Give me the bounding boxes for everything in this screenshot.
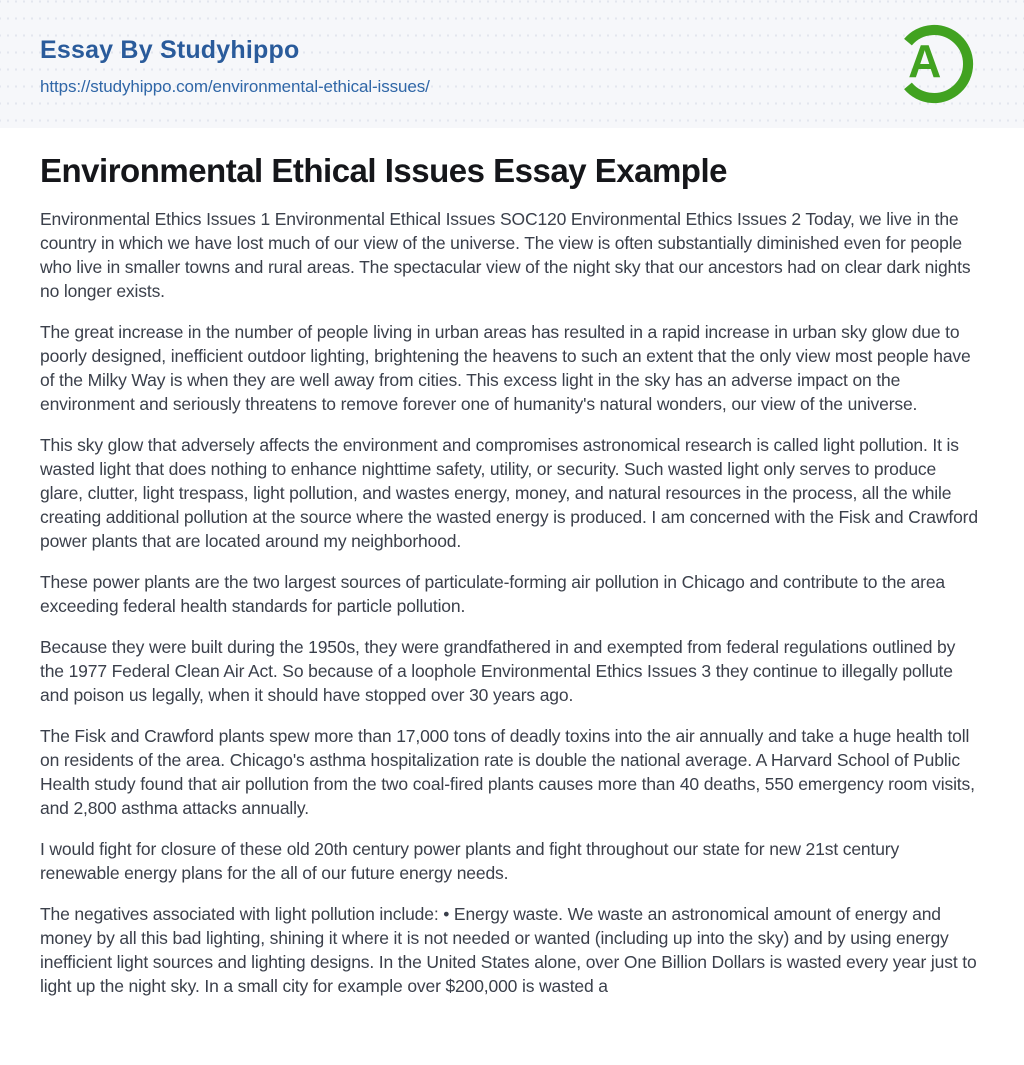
logo-letter: A — [908, 34, 942, 87]
essay-article — [0, 128, 1024, 1054]
essay-paragraph-5: Because they were built during the 1950s, they were grandfathered in and exempted from federal regulations outlined by the 1977 Federal Clean Air Act. So because of a loophole Environmental Ethics Issues 3 they continue to illegally pollute and poison us legally, when it should have stopped over 30 years ago. — [40, 637, 956, 705]
studyhippo-logo — [888, 18, 980, 110]
source-url-link[interactable]: https://studyhippo.com/environmental-ethical-issues/ — [40, 76, 430, 96]
header-text-block — [40, 32, 430, 97]
essay-paragraph-2: The great increase in the number of people living in urban areas has resulted in a rapid increase in urban sky glow due to poorly designed, inefficient outdoor lighting, brightening the heavens to such an extent that the only view most people have of the Milky Way is when they are well away from cities. This excess light in the sky has an adverse impact on the environment and seriously threatens to remove forever one of humanity's natural wonders, our view of the universe. — [40, 322, 971, 414]
page-title: Environmental Ethical Issues Essay Example — [40, 152, 727, 189]
site-title: Essay By Studyhippo — [40, 35, 300, 64]
essay-paragraph-7: I would fight for closure of these old 20th century power plants and fight throughout our state for new 21st century renewable energy plans for the all of our future energy needs. — [40, 839, 900, 883]
essay-paragraph-8: The negatives associated with light pollution include: • Energy waste. We waste an astronomical amount of energy and money by all this bad lighting, shining it where it is not needed or wanted (including up into the sky) and by using energy inefficient light sources and lighting designs. In the United States alone, over One Billion Dollars is wasted every year just to light up the night sky. In a small city for example over $200,000 is wasted a — [40, 904, 977, 996]
essay-paragraph-3: This sky glow that adversely affects the environment and compromises astronomical research is called light pollution. It is wasted light that does nothing to enhance nighttime safety, utility, or security. Such wasted light only serves to produce glare, clutter, light trespass, light pollution, and wastes energy, money, and natural resources in the process, all the while creating additional pollution at the source where the wasted energy is produced. I am concerned with the Fisk and Crawford power plants that are located around my neighborhood. — [40, 435, 978, 551]
essay-paragraph-4: These power plants are the two largest sources of particulate-forming air pollution in Chicago and contribute to the area exceeding federal health standards for particle pollution. — [40, 572, 946, 616]
essay-paragraph-6: The Fisk and Crawford plants spew more than 17,000 tons of deadly toxins into the air annually and take a huge health toll on residents of the area. Chicago's asthma hospitalization rate is double the national average. A Harvard School of Public Health study found that air pollution from the two coal-fired plants causes more than 40 deaths, 550 emergency room visits, and 2,800 asthma attacks annually. — [40, 726, 975, 818]
logo-arc-icon — [888, 18, 980, 110]
page-header — [0, 0, 1024, 128]
essay-paragraph-1: Environmental Ethics Issues 1 Environmental Ethical Issues SOC120 Environmental Ethics Issues 2 Today, we live in the country in which we have lost much of our view of the universe. The view is often substantially diminished even for people who live in smaller towns and rural areas. The spectacular view of the night sky that our ancestors had on clear dark nights no longer exists. — [40, 209, 971, 301]
